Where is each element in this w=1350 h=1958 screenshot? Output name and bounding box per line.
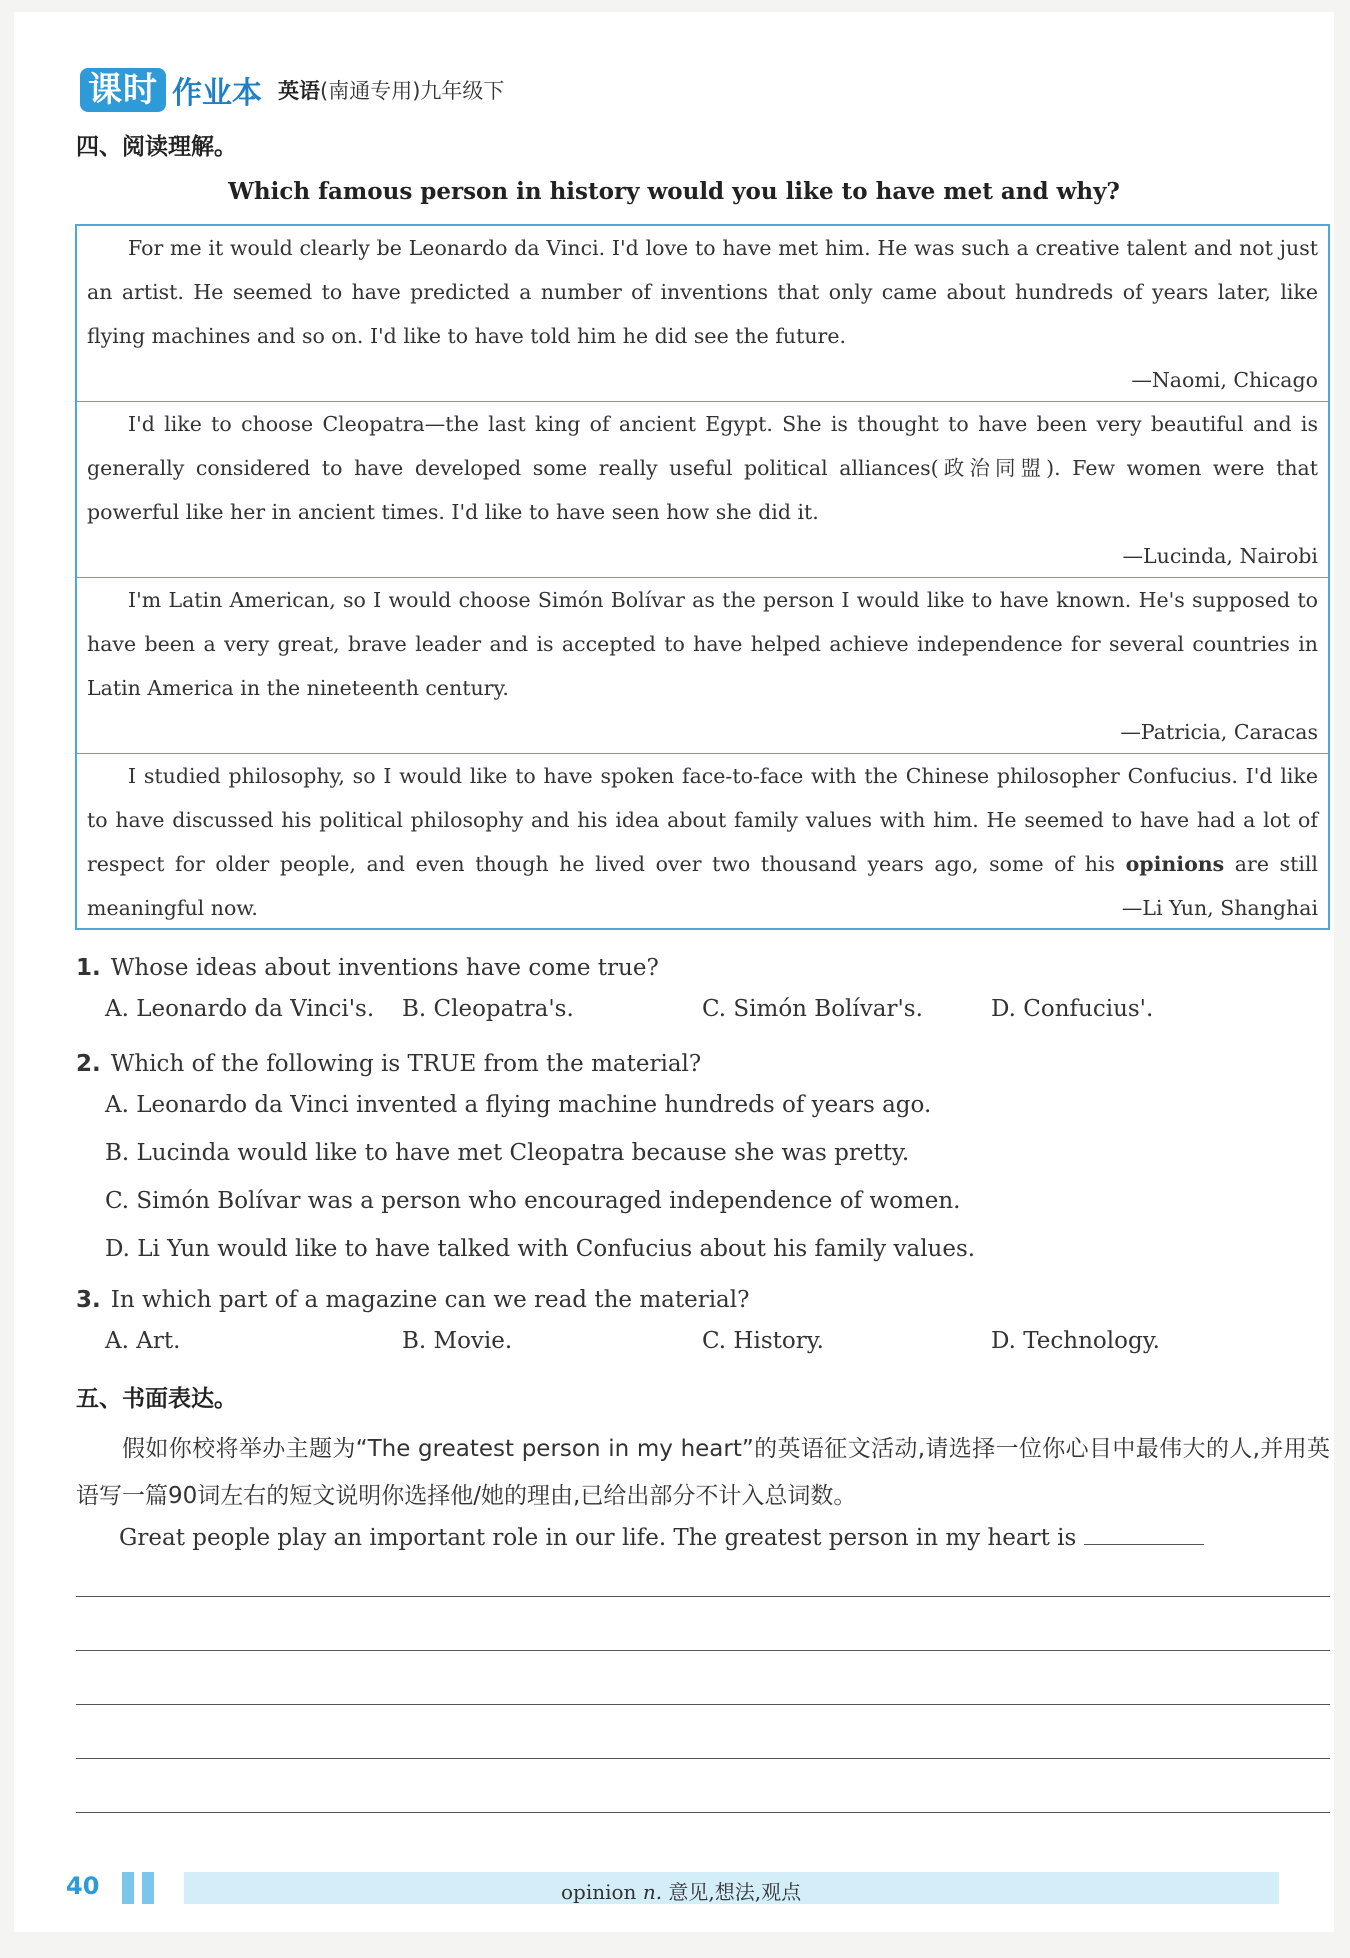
option-1a[interactable]: A. Leonardo da Vinci's.	[105, 996, 375, 1022]
answer-line[interactable]	[76, 1812, 1330, 1813]
entry-patricia	[77, 578, 1328, 754]
question-number: 1.	[76, 955, 101, 981]
entry-text: I'm Latin American, so I would choose Simón Bolívar as the person I would like to have known. He's supposed to have been a very great, brave leader and is accepted to have helped achieve independence for several countries in Latin America in the nineteenth century.	[87, 588, 1318, 700]
page-number: 40	[66, 1872, 100, 1900]
passage-title: Which famous person in history would you like to have met and why?	[228, 178, 1120, 205]
question-text: Whose ideas about inventions have come true?	[110, 955, 659, 981]
answer-line[interactable]	[76, 1650, 1330, 1651]
passage-box	[75, 224, 1330, 930]
entry-text-part: are still meaningful now.	[87, 852, 1318, 920]
option-2c[interactable]: C. Simón Bolívar was a person who encouraged independence of women.	[105, 1188, 961, 1214]
answer-line[interactable]	[76, 1704, 1330, 1705]
entry-signature: —Li Yun, Shanghai	[1121, 896, 1318, 920]
option-3b[interactable]: B. Movie.	[402, 1328, 513, 1354]
brand-logo: 课时	[80, 68, 166, 112]
footnote-meaning: 意见,想法,观点	[668, 1880, 802, 1904]
entry-naomi	[77, 226, 1328, 402]
footer-stripe	[142, 1872, 154, 1904]
entry-text: For me it would clearly be Leonardo da Vinci. I'd love to have met him. He was such a creative talent and not just an artist. He seemed to have predicted a number of inventions that only came about hundreds of years later, like flying machines and so on. I'd like to have told him he did see the future.	[87, 236, 1318, 348]
footnote-pos: n.	[642, 1880, 663, 1904]
answer-line[interactable]	[76, 1596, 1330, 1597]
entry-text-part: I studied philosophy, so I would like to have spoken face-to-face with the Chinese philosopher Confucius. I'd like to have discussed his political philosophy and his idea about family values with him. He seemed to have had a lot of respect for older people, and even though he lived over two thousand years ago, some of his	[87, 764, 1318, 876]
subject-name: 英语	[278, 79, 320, 103]
question-text: Which of the following is TRUE from the material?	[110, 1051, 702, 1077]
question-text: In which part of a magazine can we read the material?	[110, 1287, 750, 1313]
vocab-footnote	[561, 1876, 801, 1905]
entry-text: I'd like to choose Cleopatra—the last king of ancient Egypt. She is thought to have been very beautiful and is generally considered to have developed some really useful political alliances(政治同盟). Few women were that powerful like her in ancient times. I'd like to have seen how she did it.	[87, 412, 1318, 524]
footer-stripe	[122, 1872, 134, 1904]
entry-text	[87, 754, 1318, 930]
subject-label	[278, 75, 504, 105]
option-1b[interactable]: B. Cleopatra's.	[402, 996, 574, 1022]
writing-starter	[119, 1522, 1204, 1551]
entry-lucinda	[77, 402, 1328, 578]
workbook-page	[14, 12, 1334, 1932]
question-2	[76, 1044, 701, 1084]
question-3	[76, 1280, 749, 1320]
option-2d[interactable]: D. Li Yun would like to have talked with Confucius about his family values.	[105, 1236, 976, 1262]
entry-li-yun	[77, 754, 1328, 930]
writing-instructions: 假如你校将举办主题为“The greatest person in my heart”的英语征文活动,请选择一位你心目中最伟大的人,并用英语写一篇90词左右的短文说明你选择他/她的理由,已给出部分不计入总词数。	[76, 1436, 1330, 1509]
option-2b[interactable]: B. Lucinda would like to have met Cleopatra because she was pretty.	[105, 1140, 910, 1166]
option-1c[interactable]: C. Simón Bolívar's.	[702, 996, 923, 1022]
page-header	[80, 68, 504, 112]
answer-line[interactable]	[76, 1758, 1330, 1759]
option-3c[interactable]: C. History.	[702, 1328, 824, 1354]
option-3a[interactable]: A. Art.	[105, 1328, 181, 1354]
section4-title: 四、阅读理解。	[76, 134, 237, 160]
option-3d[interactable]: D. Technology.	[991, 1328, 1160, 1354]
brand-title: 作业本	[172, 76, 262, 111]
section5-title: 五、书面表达。	[76, 1386, 237, 1412]
starter-text: Great people play an important role in our life. The greatest person in my heart is	[119, 1525, 1077, 1551]
option-2a[interactable]: A. Leonardo da Vinci invented a flying machine hundreds of years ago.	[105, 1092, 932, 1118]
option-1d[interactable]: D. Confucius'.	[991, 996, 1154, 1022]
entry-signature: —Naomi, Chicago	[1131, 368, 1318, 392]
subject-detail: (南通专用)九年级下	[320, 79, 505, 103]
footnote-word: opinion	[561, 1880, 637, 1904]
highlighted-word: opinions	[1125, 852, 1225, 876]
answer-blank[interactable]	[1084, 1522, 1204, 1545]
question-number: 2.	[76, 1051, 101, 1077]
entry-signature: —Patricia, Caracas	[1120, 720, 1318, 744]
question-1	[76, 948, 659, 988]
entry-signature: —Lucinda, Nairobi	[1122, 544, 1318, 568]
question-number: 3.	[76, 1287, 101, 1313]
